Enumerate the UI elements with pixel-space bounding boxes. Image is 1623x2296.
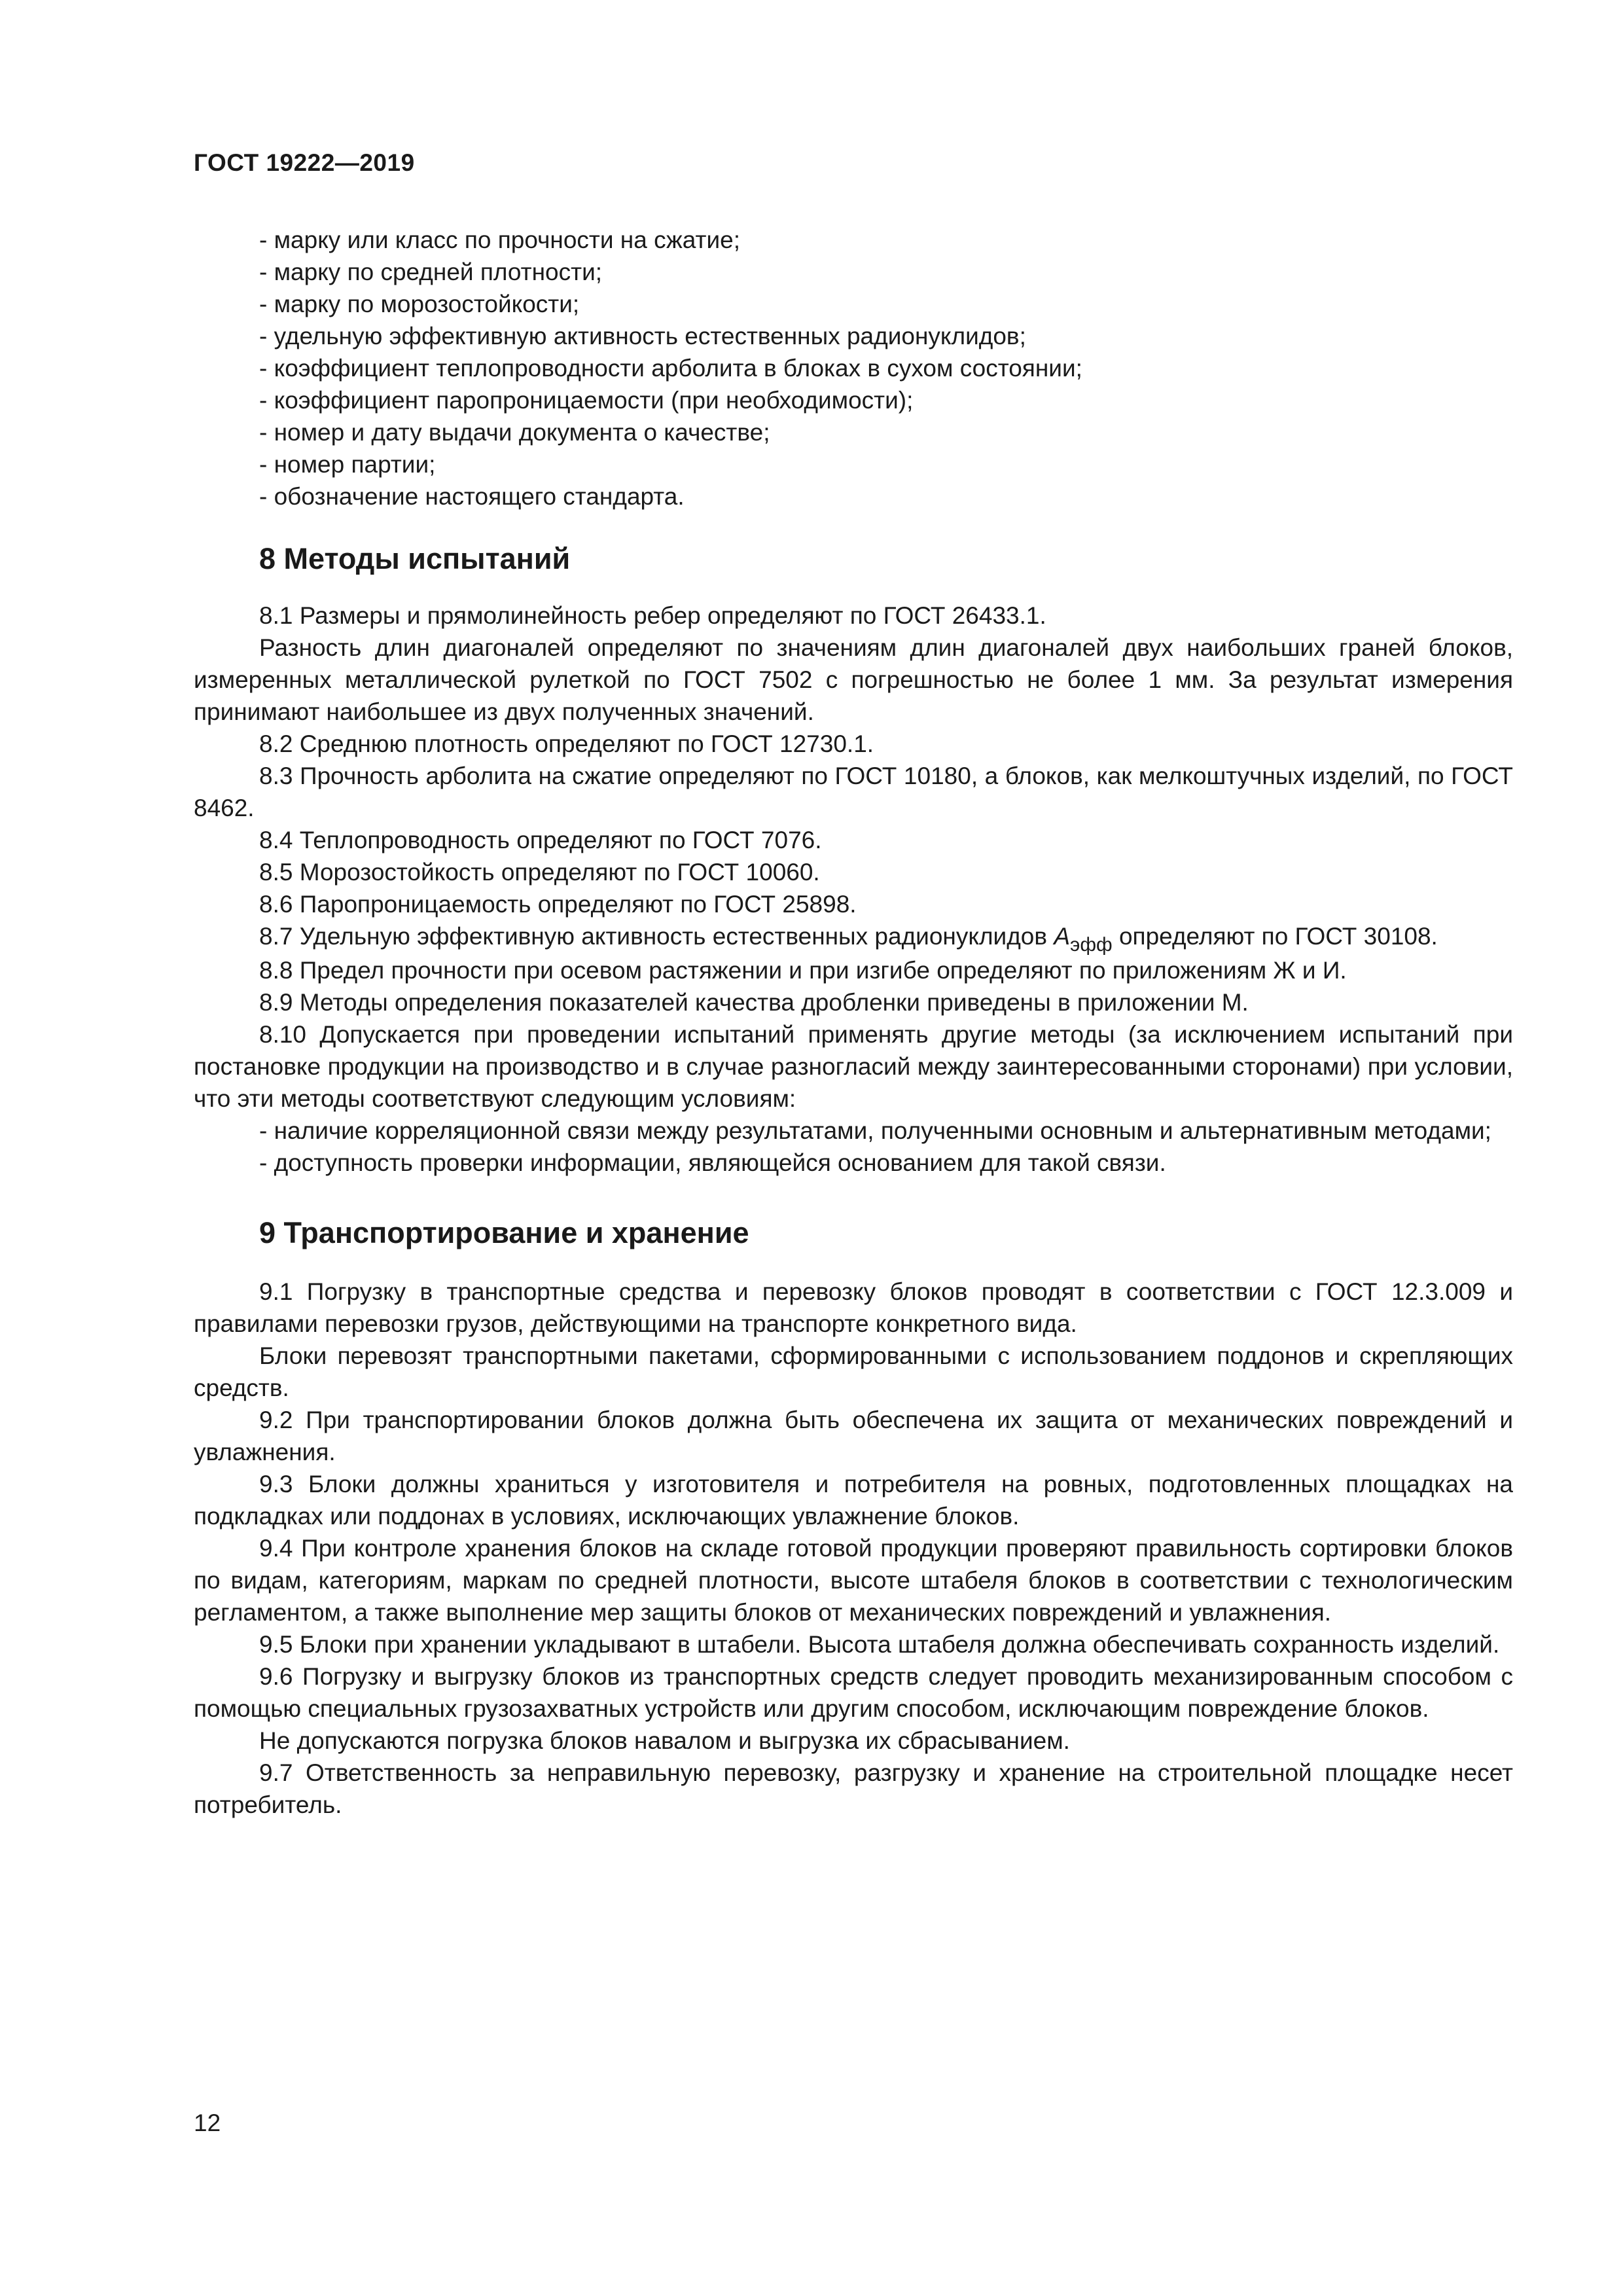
list-item: - номер партии;: [259, 451, 436, 478]
paragraph: Блоки перевозят транспортными пакетами, сформированными с использованием поддонов и скрепляющих средств.: [194, 1342, 1513, 1401]
paragraph: 9.7 Ответственность за неправильную перевозку, разгрузку и хранение на строительной площадке несет потребитель.: [194, 1759, 1513, 1818]
paragraph: Не допускаются погрузка блоков навалом и выгрузка их сбрасыванием.: [259, 1727, 1070, 1754]
list-item: - марку по средней плотности;: [259, 259, 603, 285]
paragraph: 8.8 Предел прочности при осевом растяжении и при изгибе определяют по приложениям Ж и И.: [259, 957, 1347, 984]
paragraph: 8.5 Морозостойкость определяют по ГОСТ 10060.: [259, 859, 820, 886]
list-item: - коэффициент теплопроводности арболита в блоках в сухом состоянии;: [259, 355, 1082, 382]
activity-subscript: эфф: [1070, 934, 1113, 956]
text-run: определяют по ГОСТ 30108.: [1112, 923, 1438, 950]
list-item: - обозначение настоящего стандарта.: [259, 483, 685, 510]
paragraph: 9.3 Блоки должны храниться у изготовителя и потребителя на ровных, подготовленных площадках на подкладках или поддонах в условиях, исключающих увлажнение блоков.: [194, 1471, 1513, 1530]
paragraph: - доступность проверки информации, являющейся основанием для такой связи.: [259, 1149, 1166, 1176]
paragraph: 8.9 Методы определения показателей качества дробленки приведены в приложении М.: [259, 989, 1249, 1016]
paragraph: Разность длин диагоналей определяют по значениям длин диагоналей двух наибольших граней блоков, измеренных металлической рулеткой по ГОСТ 7502 с погрешностью не более 1 мм. За результат измерения принимают наибольшее из двух полученных значений.: [194, 634, 1513, 725]
marking-list: [194, 224, 1513, 512]
paragraph: 8.6 Паропроницаемость определяют по ГОСТ 25898.: [259, 891, 857, 918]
document-code: ГОСТ 19222—2019: [194, 149, 415, 176]
paragraph: 8.4 Теплопроводность определяют по ГОСТ 7076.: [259, 827, 822, 853]
paragraph: - наличие корреляционной связи между результатами, полученными основным и альтернативным методами;: [259, 1117, 1491, 1144]
section-9-heading: 9 Транспортирование и хранение: [259, 1216, 749, 1249]
list-item: - марку по морозостойкости;: [259, 291, 580, 317]
paragraph: 9.1 Погрузку в транспортные средства и перевозку блоков проводят в соответствии с ГОСТ 12.3.009 и правилами перевозки грузов, действующими на транспорте конкретного вида.: [194, 1278, 1513, 1337]
page-number: 12: [194, 2109, 221, 2136]
section-8-heading: 8 Методы испытаний: [259, 542, 571, 575]
list-item: - марку или класс по прочности на сжатие;: [259, 226, 740, 253]
paragraph: 8.3 Прочность арболита на сжатие определяют по ГОСТ 10180, а блоков, как мелкоштучных изделий, по ГОСТ 8462.: [194, 762, 1513, 821]
paragraph: 9.4 При контроле хранения блоков на складе готовой продукции проверяют правильность сортировки блоков по видам, категориям, маркам по средней плотности, высоте штабеля блоков в соответствии с технологическим регламентом, а также выполнение мер защиты блоков от механических повреждений и увлажнения.: [194, 1535, 1513, 1626]
list-item: - номер и дату выдачи документа о качестве;: [259, 419, 770, 446]
paragraph: 8.10 Допускается при проведении испытаний применять другие методы (за исключением испытаний при постановке продукции на производство и в случае разногласий между заинтересованными сторонами) при условии, что эти методы соответствуют следующим условиям:: [194, 1021, 1513, 1112]
paragraph: 9.6 Погрузку и выгрузку блоков из транспортных средств следует проводить механизированным способом с помощью специальных грузозахватных устройств или другим способом, исключающим повреждение блоков.: [194, 1663, 1513, 1722]
text-run: 8.7 Удельную эффективную активность естественных радионуклидов: [259, 923, 1054, 950]
paragraph: 9.2 При транспортировании блоков должна быть обеспечена их защита от механических повреждений и увлажнения.: [194, 1407, 1513, 1465]
paragraph: 9.5 Блоки при хранении укладывают в штабели. Высота штабеля должна обеспечивать сохранность изделий.: [259, 1631, 1500, 1658]
activity-symbol: A: [1054, 923, 1071, 950]
paragraph: 8.2 Среднюю плотность определяют по ГОСТ 12730.1.: [259, 730, 874, 757]
paragraph-8-7: [194, 920, 1513, 954]
document-body: [194, 224, 1513, 1821]
list-item: - коэффициент паропроницаемости (при необходимости);: [259, 387, 914, 414]
list-item: - удельную эффективную активность естественных радионуклидов;: [259, 323, 1026, 350]
paragraph: 8.1 Размеры и прямолинейность ребер определяют по ГОСТ 26433.1.: [259, 602, 1046, 629]
